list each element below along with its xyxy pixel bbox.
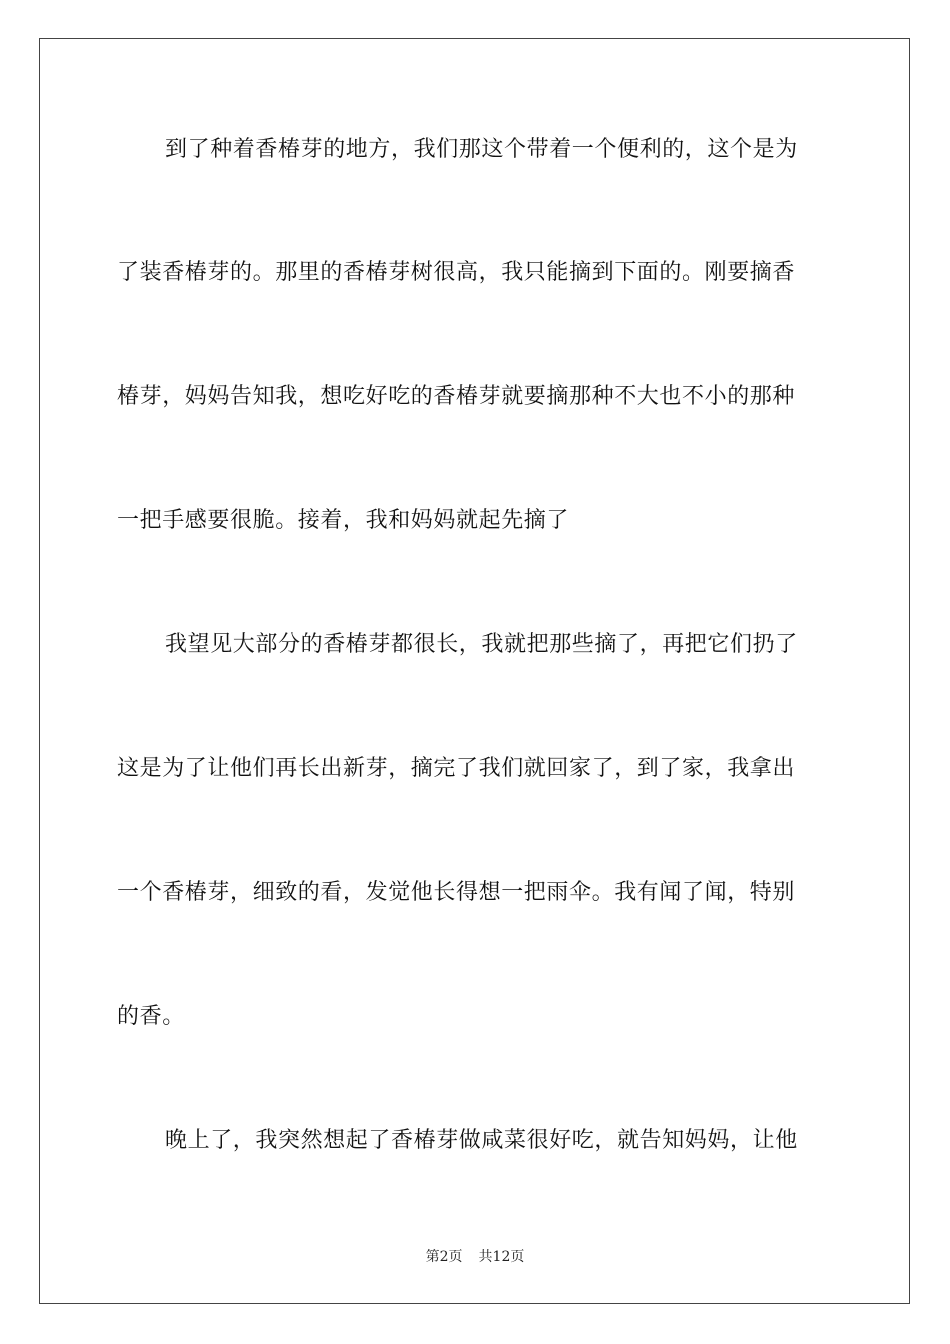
paragraph-2-line-2: 这是为了让他们再长出新芽，摘完了我们就回家了，到了家，我拿出 [117, 756, 796, 781]
page-border [39, 38, 910, 1304]
paragraph-1-line-2: 了装香椿芽的。那里的香椿芽树很高，我只能摘到下面的。刚要摘香 [117, 260, 796, 285]
paragraph-2-line-4: 的香。 [117, 1004, 185, 1029]
page-footer [0, 1247, 950, 1267]
page-number: 第2页 [425, 1249, 463, 1265]
paragraph-1-line-1: 到了种着香椿芽的地方，我们那这个带着一个便利的，这个是为 [165, 137, 798, 162]
paragraph-3-line-1: 晚上了，我突然想起了香椿芽做咸菜很好吃，就告知妈妈，让他 [165, 1128, 798, 1153]
paragraph-1-line-4: 一把手感要很脆。接着，我和妈妈就起先摘了 [117, 508, 570, 533]
paragraph-2-line-3: 一个香椿芽，细致的看，发觉他长得想一把雨伞。我有闻了闻，特别 [117, 880, 796, 905]
page-total: 共12页 [478, 1249, 525, 1265]
paragraph-2-line-1: 我望见大部分的香椿芽都很长，我就把那些摘了，再把它们扔了 [165, 632, 798, 657]
paragraph-1-line-3: 椿芽，妈妈告知我，想吃好吃的香椿芽就要摘那种不大也不小的那种 [117, 384, 796, 409]
